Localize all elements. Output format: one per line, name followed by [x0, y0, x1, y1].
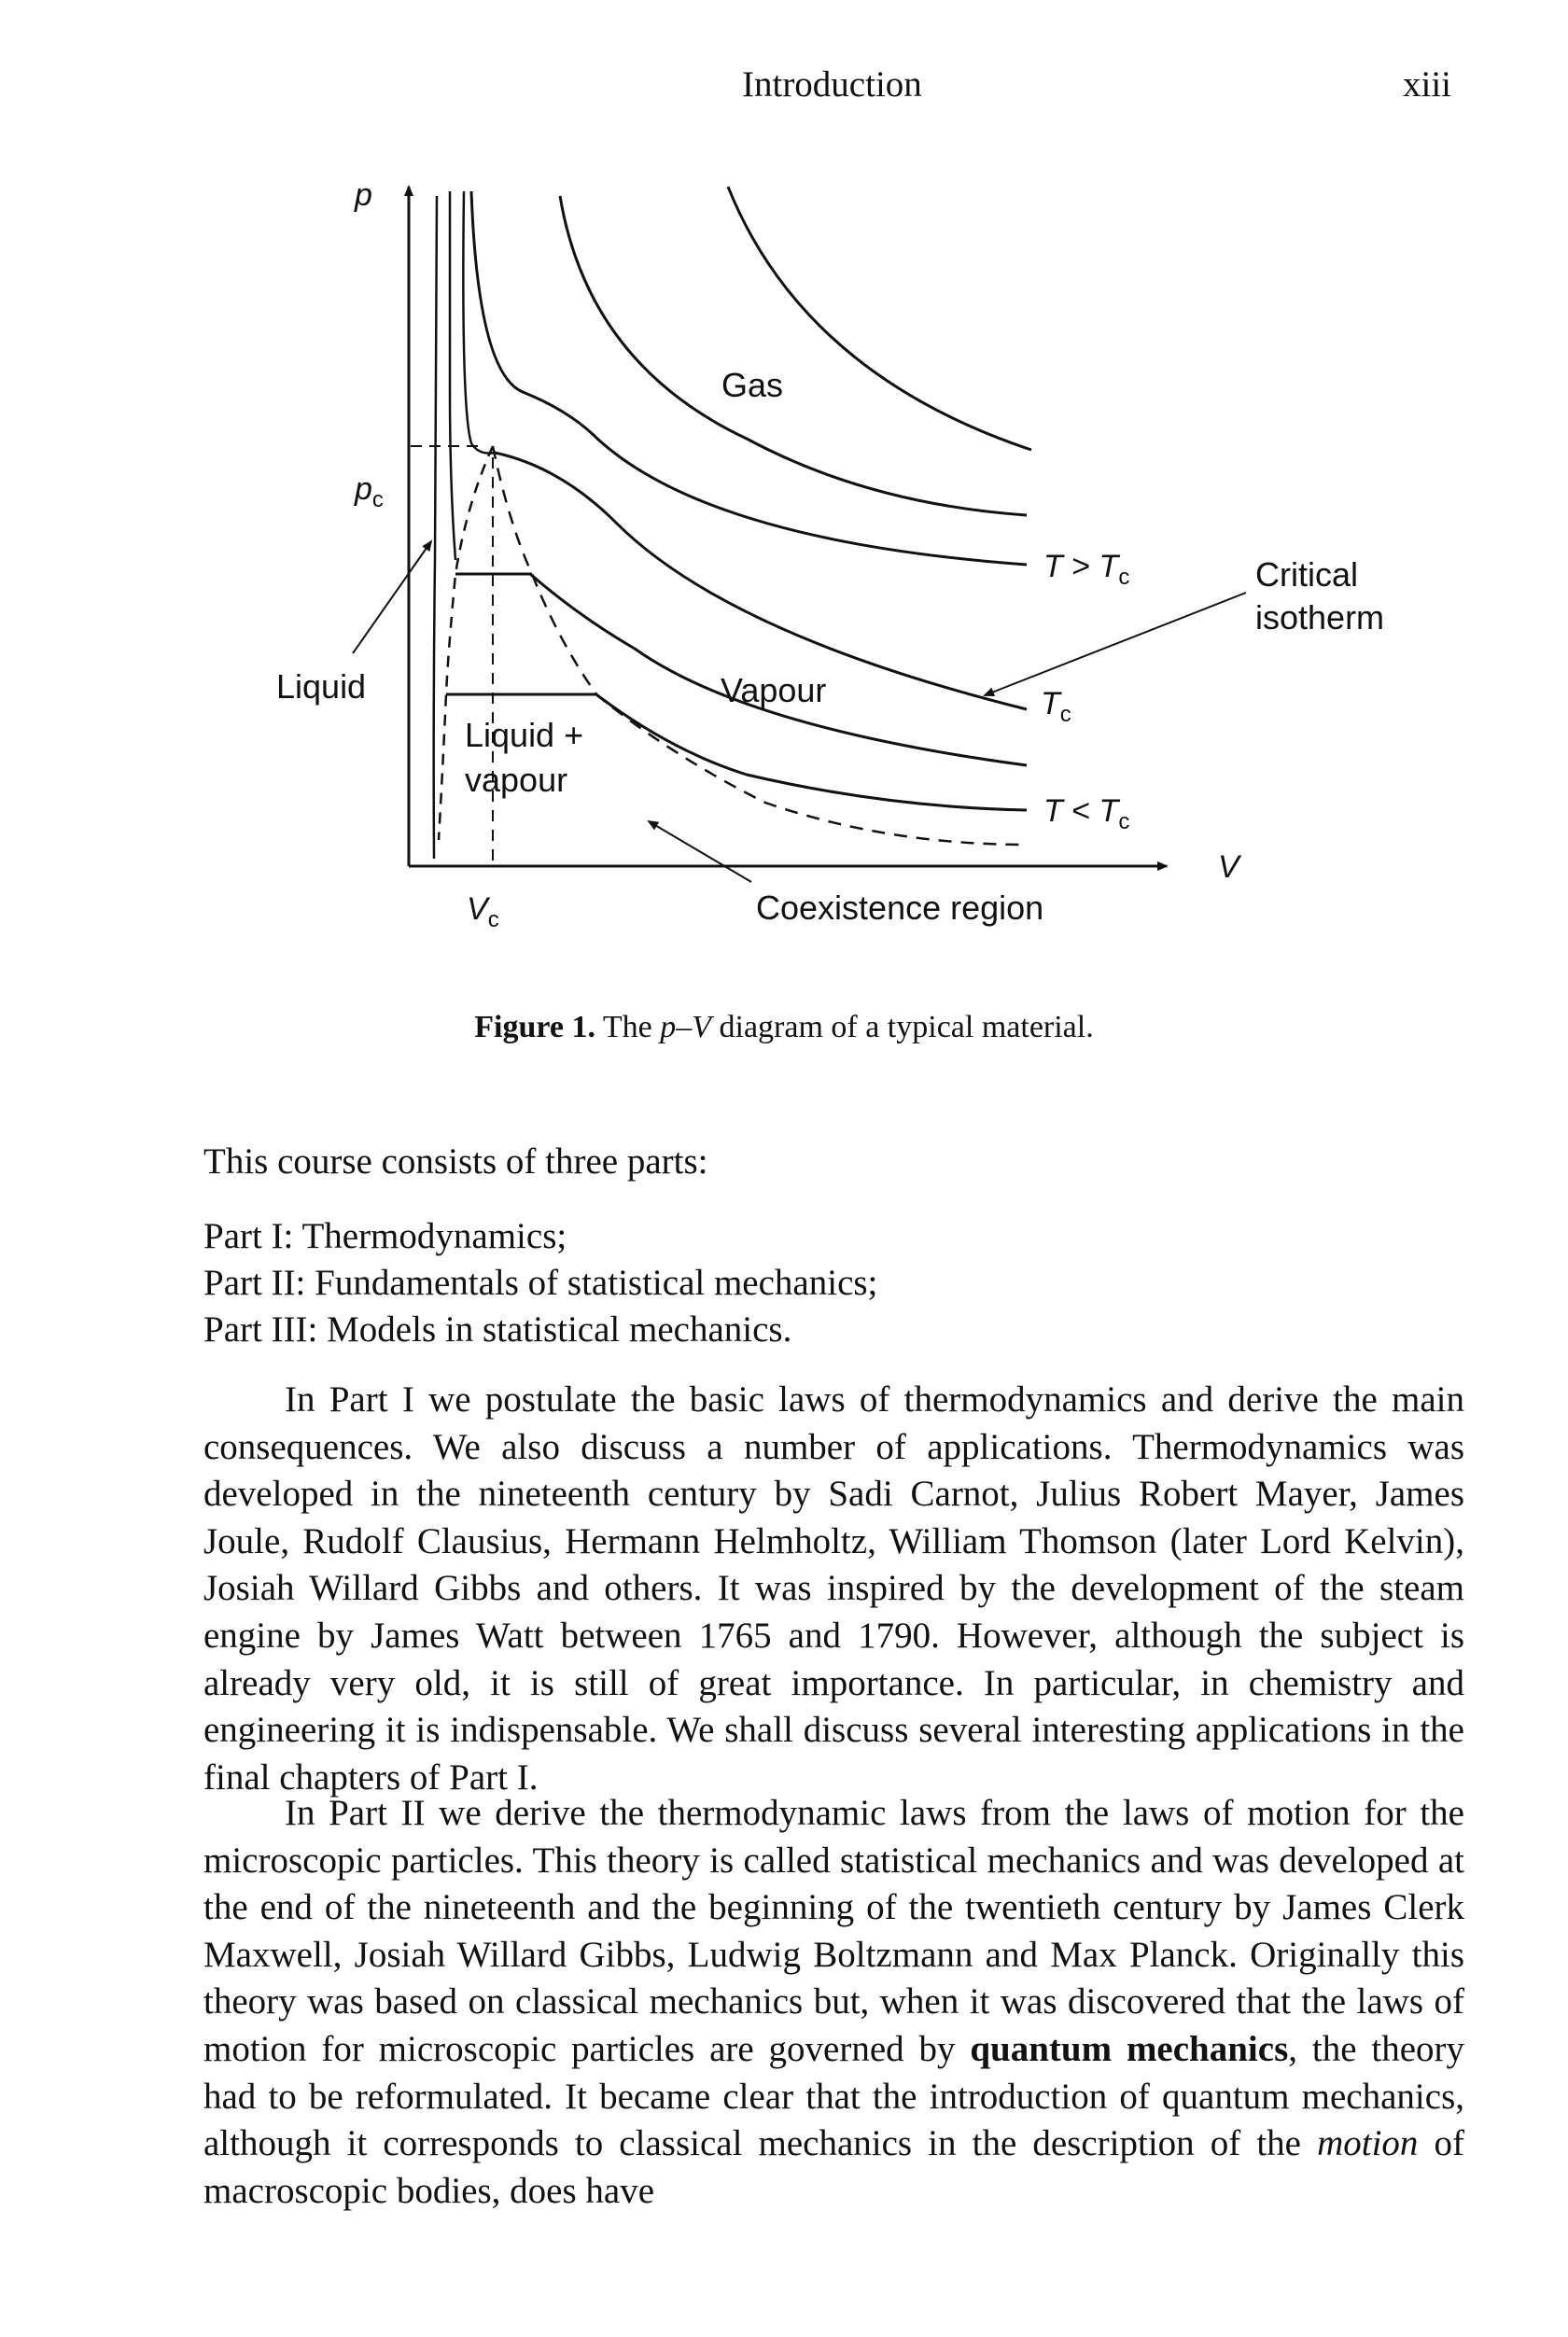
paragraph-two-text-1: In Part II we derive the thermodynamic laws from the laws of motion for the microscopic particles. This theory is called statistical mechanics and was developed at the end of the nineteenth and the beginning of the twentieth century by James Clerk Maxwell, Josiah Willard Gibbs, Ludwig Boltzmann and Max Planck. Originally this theory was based on classical mechanics but, when it was discovered that the laws of motion for microscopic particles are governed by [203, 1793, 1464, 2069]
figure-caption-math: p–V [660, 1010, 711, 1044]
paragraph-two-text-3: of macroscopic bodies, does have [203, 2123, 1464, 2211]
liquid-vapour-label-1: Liquid + [465, 716, 584, 754]
isotherm-below-tc-2 [597, 695, 1027, 810]
coexistence-region-label: Coexistence region [756, 889, 1044, 927]
critical-isotherm-pointer [985, 593, 1246, 695]
liquid-label: Liquid [276, 667, 367, 706]
liquid-vapour-label-2: vapour [465, 761, 568, 799]
part-item: Part III: Models in statistical mechanics. [203, 1309, 792, 1350]
isotherm-label-below: $T < T_c$ [1043, 793, 1130, 834]
vc-tick-label: $V_c$ [467, 891, 499, 932]
critical-isotherm-label-2: isotherm [1255, 598, 1385, 637]
isotherm-label-above: $T > T_c$ [1043, 549, 1130, 590]
liquid-line-2 [450, 191, 455, 560]
part-item: Part II: Fundamentals of statistical mechanics; [203, 1263, 878, 1303]
pc-tick-label: $p_c$ [355, 471, 384, 512]
critical-isotherm-label-1: Critical [1255, 555, 1359, 594]
v-axis-label: V [1218, 849, 1239, 885]
liquid-line-1 [434, 196, 437, 859]
figure-caption-post: diagram of a typical material. [711, 1010, 1094, 1044]
isotherm-high [728, 187, 1031, 450]
gas-label: Gas [721, 366, 784, 404]
coexistence-pointer [649, 821, 751, 882]
figure-caption [0, 1010, 1568, 1045]
figure-caption-label: Figure 1. [474, 1010, 595, 1044]
page-number: xiii [1403, 64, 1452, 105]
intro-sentence: This course consists of three parts: [203, 1141, 708, 1182]
isotherm-below-tc-1 [530, 574, 1027, 765]
vapour-label: Vapour [721, 671, 827, 709]
isotherm-label-critical: $T_c$ [1041, 686, 1071, 727]
parts-list [203, 1213, 1464, 1353]
p-axis-label: p [355, 177, 372, 213]
part-item: Part I: Thermodynamics; [203, 1216, 567, 1256]
paragraph-two-text-2: , the theory had to be reformulated. It became clear that the introduction of quantum mechanics, although it corresponds to classical mechanics in the description of the [203, 2028, 1464, 2164]
motion-term: motion [1317, 2123, 1419, 2164]
running-head-title: Introduction [742, 64, 922, 105]
figure-caption-pre: The [602, 1010, 661, 1044]
pv-diagram [0, 0, 1568, 989]
liquid-pointer [353, 541, 431, 653]
paragraph-part-one: In Part I we postulate the basic laws of thermodynamics and derive the main consequences. We also discuss a number of applications. Thermodynamics was developed in the nineteenth century by Sadi Carnot, Julius Robert Mayer, James Joule, Rudolf Clausius, Hermann Helmholtz, William Thomson (later Lord Kelvin), Josiah Willard Gibbs and others. It was inspired by the development of the steam engine by James Watt between 1765 and 1790. However, although the subject is already very old, it is still of great importance. In particular, in chemistry and engineering it is indispensable. We shall discuss several interesting applications in the final chapters of Part I. [203, 1379, 1464, 1798]
paragraph-part-two [203, 1790, 1464, 2215]
isotherm-above-tc-2 [560, 196, 1027, 515]
quantum-mechanics-term: quantum mechanics [970, 2028, 1289, 2069]
liquid-line-3 [463, 191, 495, 454]
